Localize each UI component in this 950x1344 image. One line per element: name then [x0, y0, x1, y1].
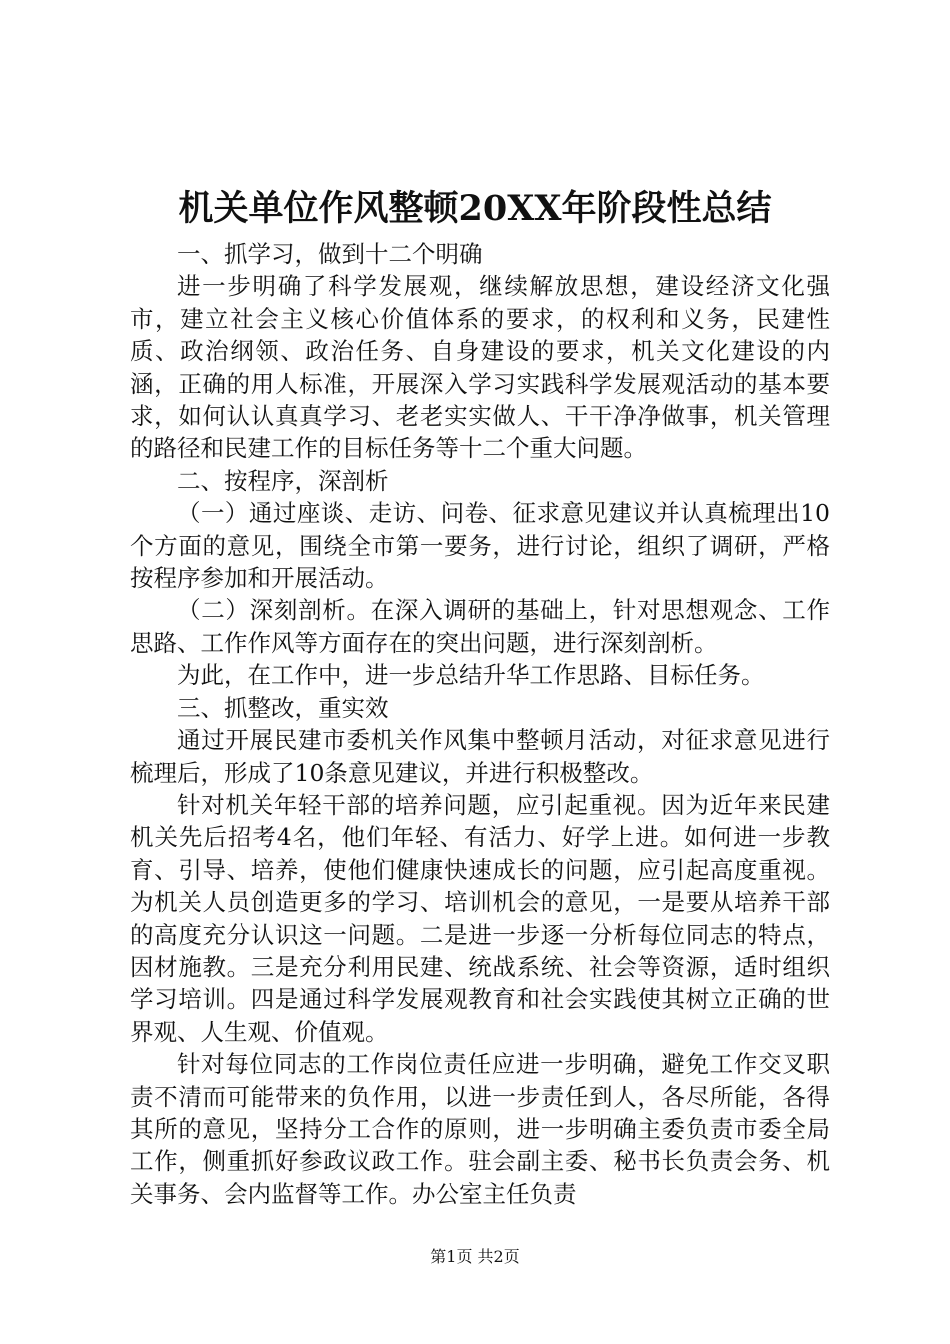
paragraph: （二）深刻剖析。在深入调研的基础上，针对思想观念、工作思路、工作作风等方面存在的突出问题，进行深刻剖析。 [130, 596, 830, 657]
paragraph: 通过开展民建市委机关作风集中整顿月活动，对征求意见进行梳理后，形成了10条意见建议，并进行积极整改。 [130, 726, 830, 787]
page-number-footer: 第1页 共2页 [430, 1247, 520, 1266]
section-heading-3: 三、抓整改，重实效 [177, 693, 389, 722]
paragraph: （一）通过座谈、走访、问卷、征求意见建议并认真梳理出10个方面的意见，围绕全市第一要务，进行讨论，组织了调研，严格按程序参加和开展活动。 [130, 499, 830, 593]
document-body [130, 238, 830, 1210]
paragraph: 针对机关年轻干部的培养问题，应引起重视。因为近年来民建机关先后招考4名，他们年轻、有活力、好学上进。如何进一步教育、引导、培养，使他们健康快速成长的问题，应引起高度重视。为机关人员创造更多的学习、培训机会的意见，一是要从培养干部的高度充分认识这一问题。二是进一步逐一分析每位同志的特点，因材施教。三是充分利用民建、统战系统、社会等资源，适时组织学习培训。四是通过科学发展观教育和社会实践使其树立正确的世界观、人生观、价值观。 [130, 790, 830, 1046]
paragraph: 进一步明确了科学发展观，继续解放思想，建设经济文化强市，建立社会主义核心价值体系的要求，的权利和义务，民建性质、政治纲领、政治任务、自身建设的要求，机关文化建设的内涵，正确的用人标准，开展深入学习实践科学发展观活动的基本要求，如何认认真真学习、老老实实做人、干干净净做事，机关管理的路径和民建工作的目标任务等十二个重大问题。 [130, 272, 830, 463]
document-title: 机关单位作风整顿20XX年阶段性总结 [178, 188, 772, 229]
paragraph: 针对每位同志的工作岗位责任应进一步明确，避免工作交叉职责不清而可能带来的负作用，以进一步责任到人，各尽所能，各得其所的意见，坚持分工合作的原则，进一步明确主委负责市委全局工作，侧重抓好参政议政工作。驻会副主委、秘书长负责会务、机关事务、会内监督等工作。办公室主任负责 [130, 1050, 830, 1208]
section-heading-1: 一、抓学习，做到十二个明确 [177, 240, 483, 268]
section-heading-2: 二、按程序，深剖析 [177, 466, 389, 495]
paragraph: 为此，在工作中，进一步总结升华工作思路、目标任务。 [177, 661, 765, 690]
